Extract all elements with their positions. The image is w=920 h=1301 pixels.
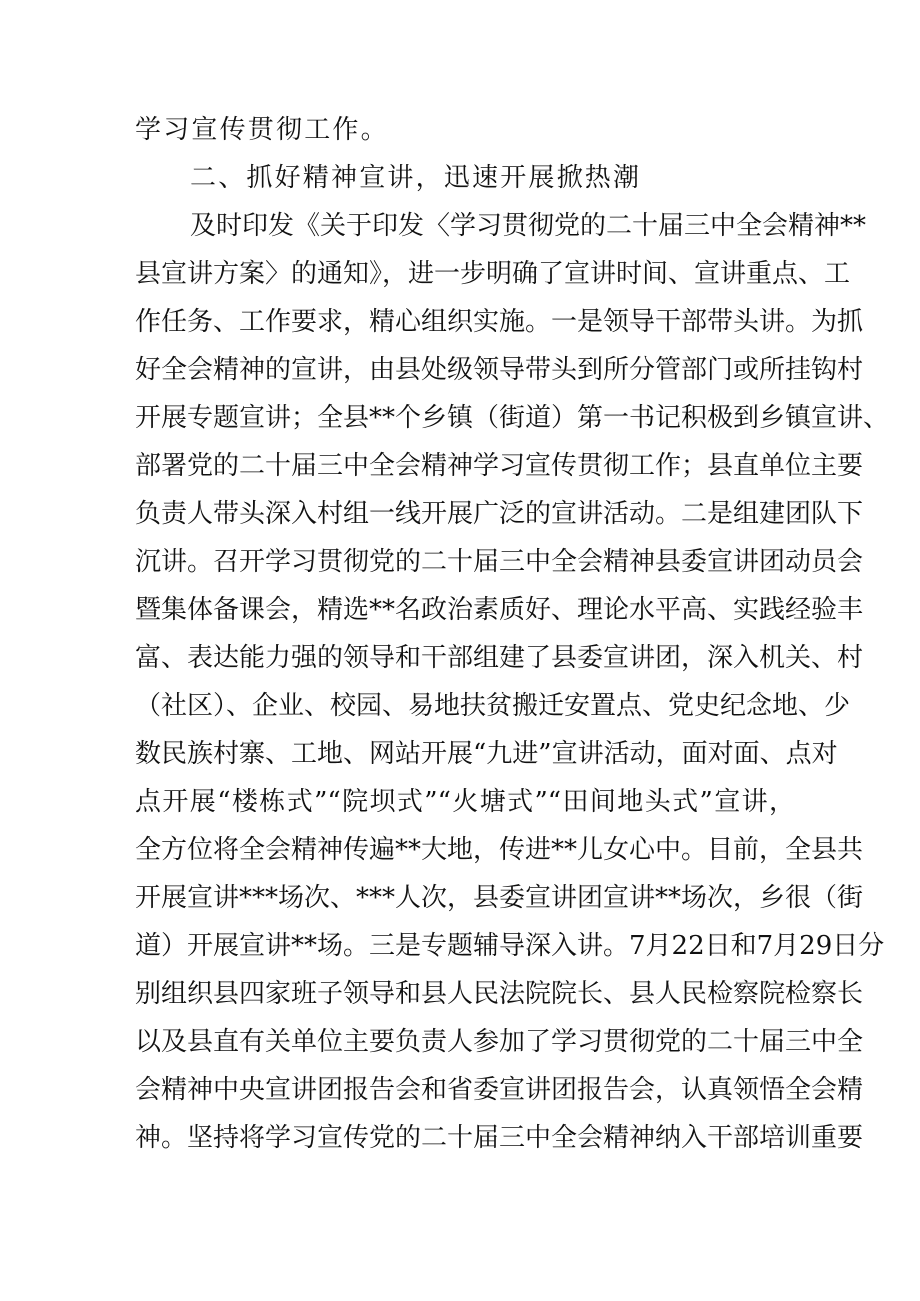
paragraph-line: 全方位将全会精神传遍**大地，传进**儿女心中。目前，全县共 (135, 835, 864, 865)
paragraph-line: 点开展“楼栋式”“院坝式”“火塘式”“田间地头式”宣讲， (135, 787, 795, 817)
paragraph-line: 开展宣讲***场次、***人次，县委宣讲团宣讲**场次，乡很（街 (135, 883, 864, 913)
paragraph-line: 暨集体备课会，精选**名政治素质好、理论水平高、实践经验丰 (135, 595, 864, 625)
paragraph-line: 好全会精神的宣讲，由县处级领导带头到所分管部门或所挂钩村 (135, 355, 864, 385)
paragraph-line: 神。坚持将学习宣传党的二十届三中全会精神纳入干部培训重要 (135, 1123, 864, 1153)
paragraph-line: （社区）、企业、校园、易地扶贫搬迁安置点、党史纪念地、少 (135, 691, 851, 721)
paragraph-line: 富、表达能力强的领导和干部组建了县委宣讲团，深入机关、村 (135, 643, 864, 673)
paragraph-line: 道）开展宣讲**场。三是专题辅导深入讲。7月22日和7月29日分 (135, 931, 885, 961)
paragraph-line: 作任务、工作要求，精心组织实施。一是领导干部带头讲。为抓 (135, 307, 864, 337)
paragraph-line: 负责人带头深入村组一线开展广泛的宣讲活动。二是组建团队下 (135, 499, 864, 529)
paragraph-line: 以及县直有关单位主要负责人参加了学习贯彻党的二十届三中全 (135, 1027, 864, 1057)
paragraph-line: 及时印发《关于印发〈学习贯彻党的二十届三中全会精神** (190, 211, 867, 241)
section-heading: 二、抓好精神宣讲，迅速开展掀热潮 (190, 163, 642, 193)
paragraph-line: 县宣讲方案〉的通知》，进一步明确了宣讲时间、宣讲重点、工 (135, 259, 851, 289)
paragraph-line: 数民族村寨、工地、网站开展“九进”宣讲活动，面对面、点对 (135, 739, 838, 769)
paragraph-line: 开展专题宣讲；全县**个乡镇（街道）第一书记积极到乡镇宣讲、 (135, 403, 890, 433)
paragraph-line: 部署党的二十届三中全会精神学习宣传贯彻工作；县直单位主要 (135, 451, 864, 481)
paragraph-line: 会精神中央宣讲团报告会和省委宣讲团报告会，认真领悟全会精 (135, 1075, 864, 1105)
paragraph-line: 学习宣传贯彻工作。 (135, 115, 389, 145)
paragraph-line: 别组织县四家班子领导和县人民法院院长、县人民检察院检察长 (135, 979, 864, 1009)
paragraph-line: 沉讲。召开学习贯彻党的二十届三中全会精神县委宣讲团动员会 (135, 547, 864, 577)
